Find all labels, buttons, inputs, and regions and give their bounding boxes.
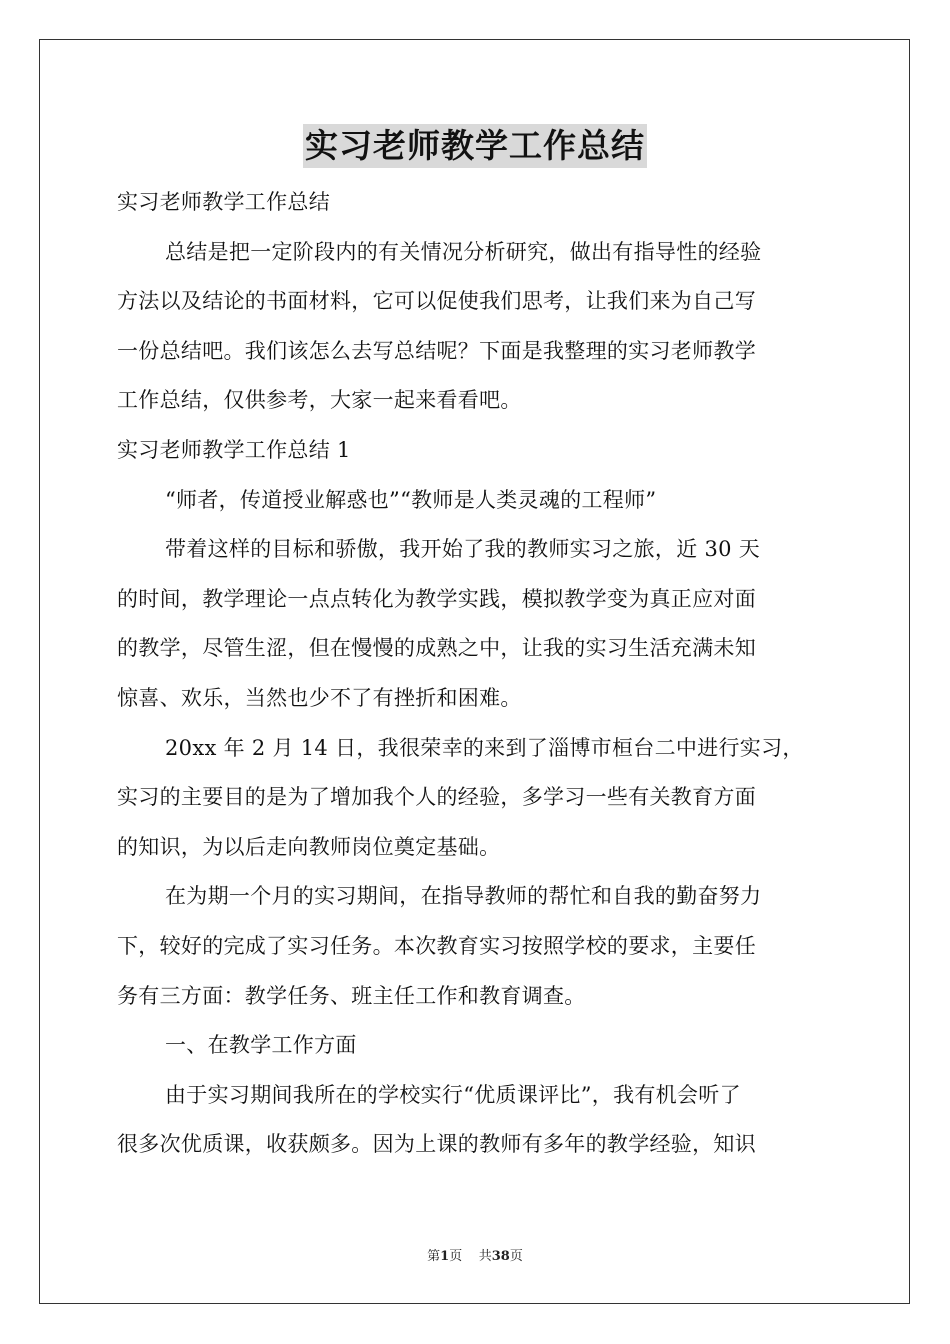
footer-page-current: 1 xyxy=(440,1249,450,1264)
footer-total-unit: 页 xyxy=(509,1249,523,1264)
document-title-wrapper xyxy=(0,124,950,168)
footer-page-unit: 页 xyxy=(449,1249,463,1264)
text-line: 20xx 年 2 月 14 日，我很荣幸的来到了淄博市桓台二中进行实习， xyxy=(165,735,804,760)
text-line: 一、在教学工作方面 xyxy=(165,1033,357,1058)
page-footer xyxy=(0,1245,950,1264)
footer-page-total: 38 xyxy=(491,1249,510,1264)
text-line: 工作总结，仅供参考，大家一起来看看吧。 xyxy=(117,388,522,413)
text-line: 实习老师教学工作总结 xyxy=(117,190,330,214)
text-line: 一份总结吧。我们该怎么去写总结呢？下面是我整理的实习老师教学 xyxy=(117,338,756,363)
text-line: 务有三方面：教学任务、班主任工作和教育调查。 xyxy=(117,983,586,1008)
document-body xyxy=(117,178,835,1170)
footer-total-prefix: 共 xyxy=(478,1249,492,1264)
text-line: 下，较好的完成了实习任务。本次教育实习按照学校的要求，主要任 xyxy=(117,933,756,958)
text-line: 方法以及结论的书面材料，它可以促使我们思考，让我们来为自己写 xyxy=(117,289,756,314)
text-line: 在为期一个月的实习期间，在指导教师的帮忙和自我的勤奋努力 xyxy=(165,884,762,909)
text-line: 由于实习期间我所在的学校实行“优质课评比”，我有机会听了 xyxy=(165,1082,741,1107)
document-title: 实习老师教学工作总结 xyxy=(303,124,647,168)
footer-page-prefix: 第 xyxy=(427,1249,441,1264)
text-line: “师者，传道授业解惑也”“教师是人类灵魂的工程师” xyxy=(165,487,657,512)
text-line: 总结是把一定阶段内的有关情况分析研究，做出有指导性的经验 xyxy=(165,239,762,264)
text-line: 的教学，尽管生涩，但在慢慢的成熟之中，让我的实习生活充满未知 xyxy=(117,636,756,661)
text-line: 带着这样的目标和骄傲，我开始了我的教师实习之旅，近 30 天 xyxy=(165,537,761,562)
text-line: 的时间，教学理论一点点转化为教学实践，模拟教学变为真正应对面 xyxy=(117,586,756,611)
text-line: 很多次优质课，收获颇多。因为上课的教师有多年的教学经验，知识 xyxy=(117,1132,756,1157)
text-line: 的知识，为以后走向教师岗位奠定基础。 xyxy=(117,834,501,859)
text-line: 实习老师教学工作总结 1 xyxy=(117,437,351,462)
text-line: 实习的主要目的是为了增加我个人的经验，多学习一些有关教育方面 xyxy=(117,785,756,810)
text-line: 惊喜、欢乐，当然也少不了有挫折和困难。 xyxy=(117,685,522,710)
